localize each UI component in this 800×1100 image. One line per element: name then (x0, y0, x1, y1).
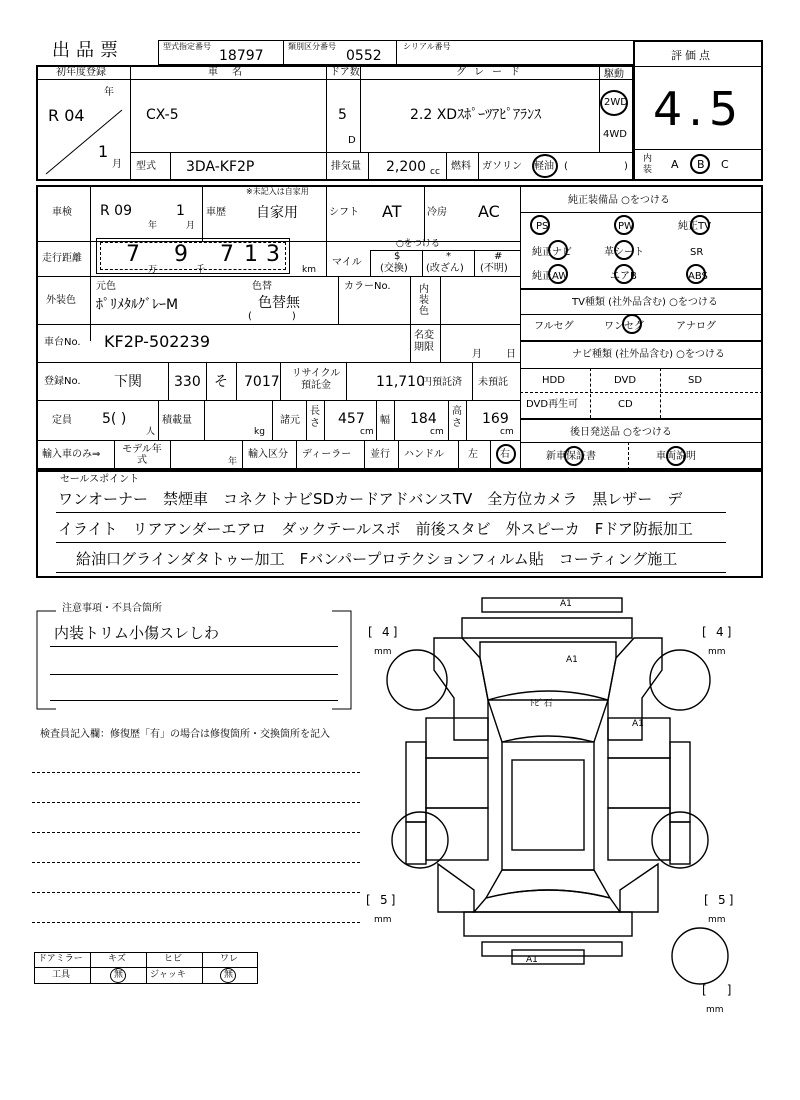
unknown-symbol: # (494, 251, 503, 262)
check-h-break: ワレ (220, 954, 239, 964)
dealer-label: ディーラー (302, 449, 352, 460)
displacement-label: 排気量 (331, 161, 361, 172)
inspection-month: 1 (176, 203, 185, 219)
ac-label: 冷房 (427, 207, 447, 218)
check-tools-circle (110, 968, 126, 983)
mile-label: マイル (332, 257, 362, 268)
equip-aw: 純正AW (532, 271, 569, 282)
ac-value: AC (478, 202, 500, 221)
inspection-label: 車検 (52, 207, 72, 218)
vl-imp-2 (170, 440, 171, 470)
displacement-value: 2,200 (386, 159, 427, 175)
tread-rl: 5 (380, 893, 388, 907)
model-type-box (158, 40, 284, 65)
mileage-km: km (302, 265, 316, 275)
diagram-hood-mark: A1 (566, 655, 578, 665)
diagram-front-mark: A1 (560, 599, 572, 609)
category-label: 類別区分番号 (288, 42, 336, 51)
length-label: 長さ (310, 406, 320, 429)
vl-cap-1 (158, 400, 159, 440)
vl-reg-1 (168, 362, 169, 400)
sales-line-2: イライト リアアンダーエアロ ダックテールスポ 前後スタビ 外スピーカ Fドア防振加工 (58, 520, 693, 538)
left-label: 左 (468, 449, 478, 460)
equip-tv: 純正TV (678, 221, 711, 232)
repaint-label: 色替 (252, 281, 272, 292)
ship-title: 後日発送品 ○をつける (570, 427, 672, 438)
vl4 (599, 65, 600, 152)
check-tools: 工具 (52, 970, 71, 980)
vl-cap-8 (448, 400, 449, 440)
equip-sr: SR (690, 247, 704, 258)
row-line-4 (36, 362, 520, 363)
fuel-diesel-circle (532, 154, 558, 178)
drive-2wd: 2WD (604, 97, 628, 108)
unknown-label: (不明) (480, 263, 508, 274)
vl-cap-7 (394, 400, 395, 440)
handle-label: ハンドル (404, 449, 444, 460)
sales-underline-3 (56, 572, 726, 573)
ship-manual-circle (666, 446, 686, 466)
sill-fl (406, 742, 426, 822)
car-diagram (362, 590, 762, 1020)
equip-col (520, 185, 521, 470)
equip-abs-circle (686, 264, 706, 284)
chassis-value: KF2P-502239 (104, 332, 211, 351)
name-change-label: 名変期限 (414, 330, 434, 353)
vl8 (446, 152, 447, 181)
vl-cap-2 (204, 400, 205, 440)
sales-underline-1 (56, 512, 726, 513)
inspection-year-unit: 年 (148, 221, 158, 231)
vl-reg-5 (346, 362, 347, 400)
interior-grade-b-circle (690, 154, 710, 174)
nav-sd: SD (688, 375, 703, 386)
reg-kana: そ (214, 374, 228, 390)
tread-rr-unit: mm (708, 915, 726, 925)
model-type-label: 型式指定番号 (163, 42, 211, 51)
mileage-digit-5: 3 (266, 242, 280, 267)
fuel-open: ( (564, 161, 568, 172)
reg-class: 330 (174, 374, 201, 390)
tread-rr-bracket: [ ] (704, 893, 734, 907)
rear-step (512, 950, 584, 964)
inspection-month-unit: 月 (186, 221, 196, 231)
vl6 (326, 152, 327, 181)
fuel-diesel: 軽油 (534, 161, 554, 172)
grade-label: グレード (456, 67, 528, 78)
door-fl (426, 758, 488, 808)
equip-line (520, 212, 763, 213)
sales-line-1: ワンオーナー 禁煙車 コネクトナビSDカードアドバンスTV 全方位カメラ 黒レザー デ (58, 490, 683, 508)
name-change-month: 月 (472, 349, 482, 360)
car-name-label: 車名 (208, 67, 256, 78)
reg-num: 7017 (244, 374, 280, 390)
vl-int-color-2 (440, 276, 441, 324)
wheel-rl (392, 812, 448, 868)
nav-dash-1 (590, 368, 591, 418)
check-jack-value: 無 (224, 970, 234, 980)
vl-cap-5 (324, 400, 325, 440)
nav-dash-row (520, 392, 763, 393)
checklist-v1 (90, 952, 91, 984)
width-label: 幅 (380, 415, 390, 426)
category-value: 0552 (346, 48, 382, 64)
nav-dash-2 (660, 368, 661, 418)
drive-2wd-circle (600, 90, 628, 116)
equip-tv-circle (690, 215, 710, 235)
serial-label: シリアル番号 (403, 42, 451, 51)
tv-line-2 (520, 314, 763, 315)
tread-fr-bracket: [ ] (702, 625, 732, 639)
tread-rr: 5 (718, 893, 726, 907)
spare-bracket: [ ] (702, 983, 732, 997)
tread-fl: 4 (382, 625, 390, 639)
vl9 (478, 152, 479, 181)
tamper-label: (改ざん) (426, 263, 464, 274)
interior-grade-a: A (671, 158, 679, 171)
shift-label: シフト (329, 207, 359, 218)
vl-imp-8 (490, 440, 491, 470)
check-jack: ジャッキ (150, 970, 186, 980)
inspector-line-6 (32, 922, 360, 923)
fuel-label: 燃料 (451, 161, 471, 172)
equip-leather: 革シート (604, 247, 644, 258)
shift-value: AT (382, 202, 402, 221)
nav-hdd: HDD (542, 375, 565, 386)
equip-ps-circle (530, 215, 550, 235)
label-col (90, 185, 91, 341)
capacity-unit: 人 (146, 427, 156, 437)
door-rr (608, 808, 670, 860)
ship-warranty: 新車保証書 (546, 451, 596, 462)
vl-reg-4 (280, 362, 281, 400)
tread-rl-bracket: [ ] (366, 893, 396, 907)
tread-fr: 4 (716, 625, 724, 639)
checklist-v3 (202, 952, 203, 984)
check-h-crack: ヒビ (164, 954, 183, 964)
history-value: 自家用 (256, 205, 298, 221)
spare-unit: mm (706, 1005, 724, 1015)
width-unit: cm (430, 427, 444, 437)
category-box (283, 40, 397, 65)
spare-tire (672, 928, 728, 984)
vl-cap-3 (272, 400, 273, 440)
mile-v2 (422, 250, 423, 276)
equip-navi: 純正ナビ (532, 247, 572, 258)
front-grille (462, 618, 632, 638)
tv-line (520, 288, 763, 290)
interior-color-label: 内装色 (419, 284, 429, 317)
vl-imp-4 (296, 440, 297, 470)
front-bumper (482, 598, 622, 612)
doors-label: ドア数 (330, 67, 360, 78)
diagram-rear-mark: A1 (526, 955, 538, 965)
model-year-unit: 年 (228, 457, 238, 467)
door-fl-upper (426, 718, 488, 758)
equip-aw-circle (548, 264, 568, 284)
wheel-rr (652, 812, 708, 868)
orig-color-value: ﾎﾟﾘﾒﾀﾙｸﾞﾚｰM (96, 297, 179, 313)
parallel-label: 並行 (370, 449, 390, 460)
vl-cap-4 (306, 400, 307, 440)
tv-oneseg: ワンセグ (604, 321, 644, 332)
inspector-line-5 (32, 892, 360, 893)
tread-fl-bracket: [ ] (368, 625, 398, 639)
height-label: 高さ (452, 406, 462, 429)
vl-imp-1 (114, 440, 115, 470)
rear-bumper-lower (482, 942, 622, 956)
import-label: 輸入車のみ⇒ (42, 449, 101, 460)
first-reg-month: 1 (98, 142, 109, 161)
tailgate (474, 890, 620, 912)
grade-value: 2.2 XDｽﾎﾟｰﾂｱﾋﾟｱﾗﾝｽ (410, 107, 542, 123)
vl-reg-6 (472, 362, 473, 400)
equip-pw: PW (618, 221, 634, 232)
nav-title: ナビ種類 (社外品含む) ○をつける (572, 349, 725, 360)
equip-leather-circle (614, 240, 634, 260)
month-unit: 月 (112, 159, 122, 170)
check-tools-value: 無 (114, 970, 124, 980)
tv-oneseg-circle (622, 314, 642, 334)
doors-value: 5 (338, 107, 347, 123)
mileage-sen: 千 (196, 265, 206, 275)
mileage-man: 万 (148, 265, 158, 275)
mileage-digit-4: 1 (244, 242, 258, 267)
reg-label: 登録No. (44, 376, 81, 387)
row-line-2 (36, 276, 520, 277)
load-label: 積載量 (162, 415, 192, 426)
diagram-side-mark: A1 (632, 719, 644, 729)
score-divider (635, 66, 761, 67)
sales-line-3: 給油口グラインダタトゥー加工 Fバンパープロテクションフィルム貼 コーティング施工 (76, 550, 678, 568)
model-value: 3DA-KF2P (186, 159, 255, 175)
vl5 (170, 152, 171, 181)
ship-line (520, 418, 763, 420)
tread-fl-unit: mm (374, 647, 392, 657)
repaint-value: 色替無 (258, 295, 300, 311)
drive-label: 駆動 (604, 69, 624, 80)
recycle-unit: 円預託済 (422, 377, 462, 388)
equip-ps: PS (536, 221, 549, 232)
sales-label: セールスポイント (60, 474, 140, 485)
sill-fr (670, 742, 690, 822)
tv-title: TV種類 (社外品含む) ○をつける (572, 297, 718, 308)
diagram-windshield-mark: ﾄﾋﾞ石 (530, 699, 553, 709)
chassis-label: 車台No. (44, 337, 81, 348)
interior-label: 内装 (643, 154, 653, 175)
vl2 (326, 65, 327, 152)
notes-line-2 (50, 674, 338, 675)
width-value: 184 (410, 411, 437, 427)
quarter-rr (620, 864, 658, 912)
row-line-6 (36, 440, 520, 441)
model-year-label: モデル年式 (122, 444, 162, 466)
wheel-fr (650, 650, 710, 710)
vl-imp-7 (458, 440, 459, 470)
vl-namechange (410, 324, 411, 362)
model-label: 型式 (136, 161, 156, 172)
interior-grade-c: C (721, 158, 729, 171)
vl3 (360, 65, 361, 152)
ship-line-2 (520, 442, 763, 443)
inspector-line-2 (32, 802, 360, 803)
fuel-close: ) (624, 161, 628, 172)
notes-text: 内装トリム小傷スレしわ (54, 624, 220, 642)
recycle-value: 11,710 (376, 374, 425, 390)
score-label: 評価点 (671, 49, 713, 62)
recycle-label: リサイクル預託金 (291, 368, 341, 391)
equip-navi-circle (548, 240, 568, 260)
tamper-symbol: * (446, 251, 451, 262)
car-name-value: CX-5 (146, 107, 179, 123)
vehicle-header-line (36, 79, 634, 80)
dims-label: 諸元 (280, 415, 300, 426)
notes-line-1 (50, 646, 338, 647)
equip-abs: ABS (688, 271, 708, 282)
vl7 (368, 152, 369, 181)
drive-4wd: 4WD (603, 129, 627, 140)
score-value: 4.5 (653, 82, 745, 136)
row-line-3 (36, 324, 520, 325)
vl-reg-2 (206, 362, 207, 400)
tv-fullseg: フルセグ (534, 321, 574, 332)
capacity-value: 5( ) (102, 411, 127, 427)
roof-inner (512, 760, 584, 850)
inspector-line-3 (32, 832, 360, 833)
equip-title: 純正装備品 ○をつける (568, 195, 670, 206)
vehicle-sub-line (130, 152, 634, 153)
mileage-digit-3: 7 (220, 242, 234, 267)
ship-manual: 車両説明 (656, 451, 696, 462)
vl-reg-3 (236, 362, 237, 400)
reg-area: 下関 (114, 374, 142, 390)
color-no-label: カラーNo. (344, 281, 391, 292)
name-change-day: 日 (506, 349, 516, 360)
inspector-line-4 (32, 862, 360, 863)
checklist-v2 (146, 952, 147, 984)
equip-pw-circle (614, 215, 634, 235)
height-unit: cm (500, 427, 514, 437)
fuel-gas: ガソリン (482, 161, 522, 172)
swap-label: (交換) (380, 263, 408, 274)
year-unit: 年 (104, 87, 114, 98)
inspector-line-1 (32, 772, 360, 773)
vl-imp-3 (242, 440, 243, 470)
ship-dash (628, 442, 629, 470)
vl-cap-9 (466, 400, 467, 440)
length-value: 457 (338, 411, 365, 427)
equip-airbag: エアB (610, 271, 637, 282)
tread-rl-unit: mm (374, 915, 392, 925)
vl-shift (326, 185, 327, 241)
mileage-digit-1: 7 (126, 242, 140, 267)
mile-v3 (474, 250, 475, 276)
mile-check-note: ○をつける (396, 239, 440, 249)
mile-v1 (370, 250, 371, 276)
check-jack-circle (220, 968, 236, 983)
score-box (633, 40, 763, 181)
doors-sub: D (348, 135, 356, 146)
score-divider-2 (635, 149, 761, 150)
orig-color-label: 元色 (96, 281, 116, 292)
vl-cap-6 (376, 400, 377, 440)
interior-grade-b: B (697, 158, 705, 171)
displacement-unit: cc (430, 167, 440, 177)
mileage-digit-2: 9 (174, 242, 188, 267)
rear-bumper (464, 912, 632, 936)
capacity-label: 定員 (52, 415, 72, 426)
vl-namechange-2 (440, 324, 441, 362)
length-unit: cm (360, 427, 374, 437)
recycle-status: 未預託 (478, 377, 508, 388)
first-reg-label: 初年度登録 (56, 67, 106, 78)
vl1 (130, 65, 131, 181)
swap-symbol: $ (394, 251, 401, 262)
vl-imp-6 (398, 440, 399, 470)
height-value: 169 (482, 411, 509, 427)
quarter-rl (438, 864, 474, 912)
nav-dvd: DVD (614, 375, 637, 386)
check-h-scratch: キズ (108, 954, 126, 964)
sill-rr (670, 822, 690, 864)
page-title: 出品票 (52, 40, 124, 61)
model-type-value: 18797 (219, 48, 264, 64)
tread-fr-unit: mm (708, 647, 726, 657)
notes-line-3 (50, 700, 338, 701)
nav-line (520, 340, 763, 342)
inspector-label: 検査員記入欄：修復歴「有」の場合は修復箇所・交換箇所を記入 (40, 729, 330, 740)
import-class-label: 輸入区分 (248, 449, 288, 460)
vl-mile (326, 241, 327, 276)
wheel-fl (387, 650, 447, 710)
right-label: 右 (500, 449, 510, 460)
ship-warranty-circle (564, 446, 584, 466)
check-h-mirror: ドアミラー (38, 954, 83, 964)
sill-rl (406, 822, 426, 864)
equip-airbag-circle (614, 264, 634, 284)
nav-dvdplay: DVD再生可 (526, 399, 579, 410)
nav-cd: CD (618, 399, 633, 410)
tv-analog: アナログ (676, 321, 716, 332)
vl-ac (424, 185, 425, 241)
exterior-label: 外装色 (46, 295, 76, 306)
vl-history (202, 185, 203, 241)
serial-box (396, 40, 634, 65)
first-reg-era: R 04 (48, 106, 85, 125)
history-note: ※未記入は自家用 (246, 187, 309, 196)
right-circle (496, 444, 516, 464)
repaint-paren: ( ) (248, 311, 296, 322)
vl-color-no (338, 276, 339, 324)
vl-int-color (410, 276, 411, 324)
roof (502, 742, 594, 870)
history-label: 車歴 (206, 207, 226, 218)
notes-label: 注意事項・不具合箇所 (58, 604, 166, 614)
load-unit: kg (254, 427, 265, 437)
sales-underline-2 (56, 542, 726, 543)
door-fr (608, 758, 670, 808)
mileage-label: 走行距離 (42, 253, 82, 264)
inspection-era: R 09 (100, 203, 132, 219)
nav-line-2 (520, 368, 763, 369)
vl-imp-5 (364, 440, 365, 470)
